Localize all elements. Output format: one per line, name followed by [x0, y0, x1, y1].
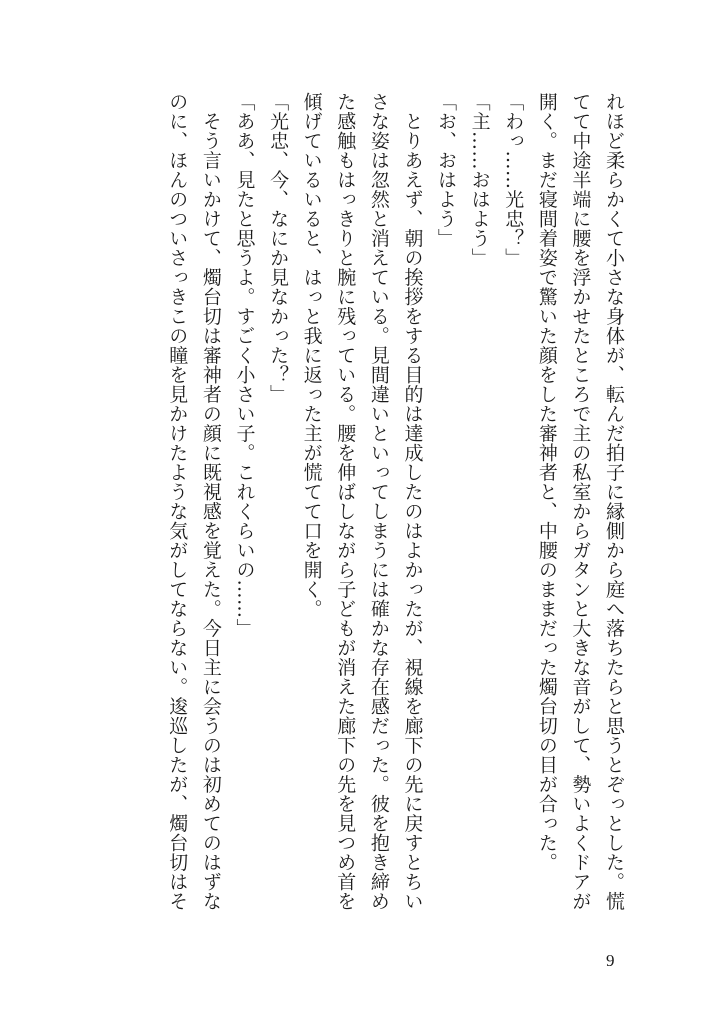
text-line: そう言いかけて、燭台切は審神者の顔に既視感を覚えた。今日主に会うのは初めてのはずな [199, 92, 222, 911]
dialogue-line: 「お、おはよう」 [435, 92, 458, 248]
text-line: てて中途半端に腰を浮かせたところで主の私室からガタンと大きな音がして、勢いよくドアが [569, 92, 592, 911]
dialogue-line: 「ああ、見たと思うよ。すごく小さい子。これくらいの……」 [233, 92, 256, 638]
vertical-text-body [160, 92, 630, 942]
text-line: 開く。まだ寝間着姿で驚いた顔をした審神者と、中腰のままだった燭台切の目が合った。 [535, 92, 558, 872]
dialogue-line: 「わっ……光忠？」 [502, 92, 525, 268]
text-line: のに、ほんのついさっきこの瞳を見かけたような気がしてならない。逡巡したが、燭台切はそ [166, 92, 189, 911]
text-line: れほど柔らかくて小さな身体が、転んだ拍子に縁側から庭へ落ちたらと思うとぞっとした。慌 [603, 92, 625, 911]
dialogue-line: 「光忠、今、なにか見なかった？」 [267, 92, 290, 404]
text-line: 傾げているいると、はっと我に返った主が慌てて口を開く。 [300, 92, 323, 619]
text-line: た感触もはっきりと腕に残っている。腰を伸ばしながら子どもが消えた廊下の先を見つめ首を [334, 92, 357, 911]
page-number: 9 [606, 951, 615, 970]
dialogue-line: 「主……おはよう」 [468, 92, 491, 268]
text-line: とりあえず、朝の挨拶をする目的は達成したのはよかったが、視線を廊下の先に戻すとちい [401, 92, 424, 911]
text-line: さな姿は忽然と消えている。見間違いといってしまうには確かな存在感だった。彼を抱き締め [367, 92, 390, 911]
